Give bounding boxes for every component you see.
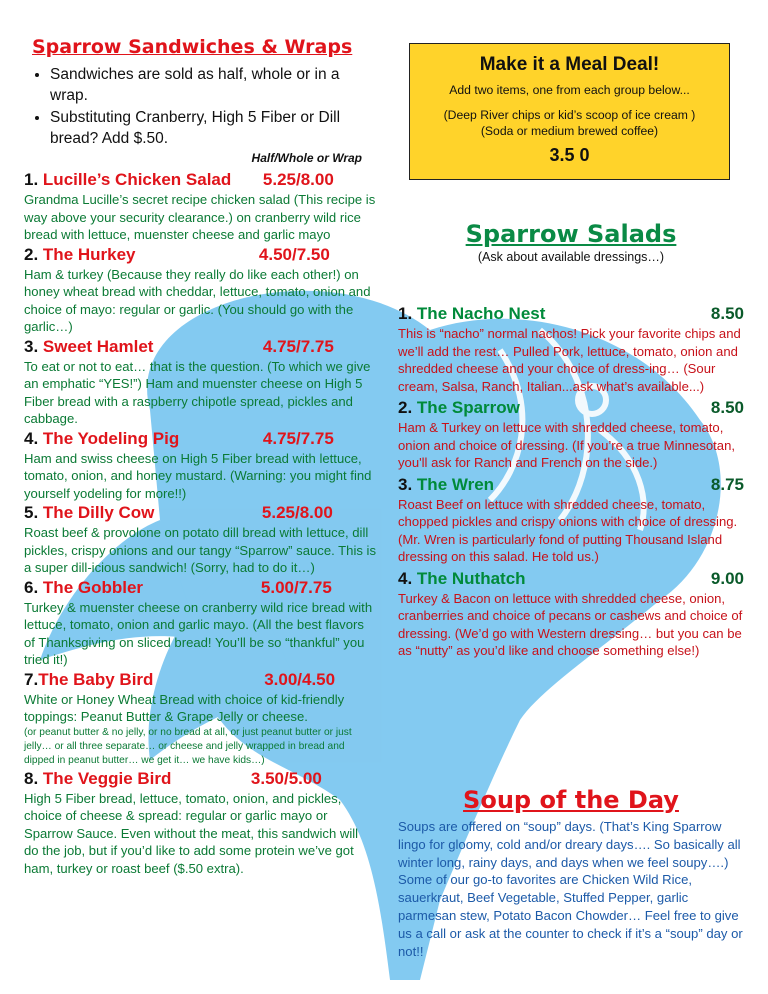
item-description: To eat or not to eat… that is the question. (To which we give an emphatic “YES!”) Ham and muenster cheese on High 5 Fiber bread with a raspberry chipotle spread, pickles and cabbage. bbox=[24, 358, 371, 426]
item-number: 2. bbox=[398, 398, 413, 417]
item-description: Roast Beef on lettuce with shredded cheese, tomato, chopped pickles and crispy onions with choice of dressing. (Mr. Wren is particularly fond of putting Thousand Island dressing on this salad. He told us.) bbox=[398, 496, 738, 564]
sandwich-item bbox=[24, 244, 376, 336]
meal-deal-title: Make it a Meal Deal! bbox=[479, 54, 660, 75]
item-name: The Veggie Bird bbox=[42, 768, 172, 788]
salads-title: Sparrow Salads bbox=[465, 220, 677, 248]
soup-section bbox=[398, 786, 744, 960]
sandwiches-title: Sparrow Sandwiches & Wraps bbox=[32, 36, 353, 58]
item-name: The Wren bbox=[416, 474, 495, 494]
item-price: 4.75/7.75 bbox=[262, 336, 334, 356]
item-name: The Nuthatch bbox=[416, 568, 526, 588]
item-price: 4.50/7.50 bbox=[258, 244, 330, 264]
item-description: Roast beef & provolone on potato dill bread with lettuce, dill pickles, crispy onions and our tangy “Sparrow” sauce. This is a super dill-icious sandwich! (Sorry, had to do it…) bbox=[24, 525, 376, 575]
note-item: • Sandwiches are sold as half, whole or in a wrap. bbox=[50, 64, 376, 106]
item-description: Ham and swiss cheese on High 5 Fiber bread with lettuce, tomato, onion, and honey mustard. (Warning: you might find yourself yodeling for more!!) bbox=[24, 450, 372, 501]
item-description: Grandma Lucille’s secret recipe chicken salad (This recipe is way above your security clearance.) on cranberry wild rice bread with lettuce, muenster cheese and garlic mayo bbox=[24, 192, 376, 242]
sandwich-item bbox=[24, 169, 376, 244]
sandwich-notes bbox=[24, 64, 376, 149]
item-number: 5. bbox=[24, 503, 39, 522]
sandwich-item bbox=[24, 502, 376, 577]
item-description: Ham & turkey (Because they really do like each other!) on honey wheat bread with cheddar, lettuce, tomato, onion and choice of mayo: regular or garlic. (You should go with the garlic…) bbox=[24, 266, 371, 334]
item-name: The Dilly Cow bbox=[42, 503, 155, 522]
sandwich-item bbox=[24, 669, 376, 768]
note-item: • Substituting Cranberry, High 5 Fiber or Dill bread? Add $.50. bbox=[50, 107, 376, 149]
item-price: 4.75/7.75 bbox=[262, 428, 334, 448]
item-number: 4. bbox=[398, 568, 413, 588]
salad-item bbox=[398, 397, 744, 472]
item-price: 5.00/7.75 bbox=[260, 577, 332, 597]
item-price: 8.50 bbox=[710, 398, 744, 417]
item-number: 1. bbox=[398, 304, 413, 323]
item-number: 7. bbox=[24, 669, 39, 689]
item-name: Sweet Hamlet bbox=[42, 336, 154, 356]
soup-description: Soups are offered on “soup” days. (That’s King Sparrow lingo for gloomy, cold and/or dreary days…. So basically all winter long, rainy days, and days when we feel soupy….) Some of our go-to favorites are Chicken Wild Rice, sauerkraut, Beef Vegetable, Stuffed Pepper, garlic parmesan stew, Potato Bacon Chowder… Feel free to give us a call or ask at the counter to check if it’s a “soup” day or not!! bbox=[398, 819, 743, 959]
item-number: 8. bbox=[24, 768, 39, 788]
item-price: 5.25/8.00 bbox=[261, 503, 333, 522]
item-description: White or Honey Wheat Bread with choice of kid-friendly toppings: Peanut Butter & Grape Jelly or cheese. bbox=[24, 691, 345, 724]
item-number: 4. bbox=[24, 428, 39, 448]
salad-item bbox=[398, 303, 744, 395]
item-price: 5.25/8.00 bbox=[262, 170, 334, 189]
item-price: 8.50 bbox=[710, 304, 744, 323]
item-name: The Baby Bird bbox=[38, 669, 154, 689]
meal-deal-price: 3.5 0 bbox=[549, 145, 590, 165]
item-note: (or peanut butter & no jelly, or no bread at all, or just peanut butter or just jelly… or all three separate… or cheese and jelly wrapped in bread and dipped in peanut butter… we get it… we have kids…) bbox=[24, 726, 352, 766]
item-description: Turkey & Bacon on lettuce with shredded cheese, onion, cranberries and choice of pecans or cashews and choice of dressing. (We’d go with Western dressing… but you can be as “nutty” as you’d like and choose something else!) bbox=[398, 590, 743, 658]
item-name: The Sparrow bbox=[416, 398, 520, 417]
item-description: High 5 Fiber bread, lettuce, tomato, onion, and pickles, choice of cheese & spread: regular or garlic mayo or Sparrow Sauce. Even without the meat, this sandwich will do the job, but if you’d like to add some protein we’ve got ham, turkey or roast beef ($.50 extra). bbox=[24, 790, 359, 876]
sandwich-item bbox=[24, 768, 376, 878]
item-name: Lucille’s Chicken Salad bbox=[42, 170, 232, 189]
sandwich-item bbox=[24, 577, 376, 669]
item-price: 8.75 bbox=[710, 474, 744, 494]
soup-title: Soup of the Day bbox=[463, 786, 679, 814]
item-price: 9.00 bbox=[710, 568, 744, 588]
meal-deal-group-2: (Soda or medium brewed coffee) bbox=[480, 124, 659, 138]
item-price: 3.50/5.00 bbox=[250, 768, 322, 788]
salads-section bbox=[398, 220, 744, 264]
item-number: 3. bbox=[24, 336, 39, 356]
salads-subtitle: (Ask about available dressings…) bbox=[477, 250, 665, 264]
item-number: 1. bbox=[24, 170, 39, 189]
sandwich-item bbox=[24, 336, 376, 428]
meal-deal-instructions: Add two items, one from each group below... bbox=[449, 83, 690, 97]
salad-item bbox=[398, 474, 744, 566]
item-description: This is “nacho” normal nachos! Pick your favorite chips and we’ll add the rest… Pulled Pork, lettuce, tomato, onion and shredded cheese and your choice of dress-ing… (Sour cream, Salsa, Ranch, Italian...ask what’s available...) bbox=[398, 326, 741, 394]
salads-list bbox=[398, 303, 744, 660]
item-number: 3. bbox=[398, 474, 413, 494]
item-name: The Gobbler bbox=[42, 577, 144, 597]
sandwiches-section bbox=[24, 36, 376, 877]
meal-deal-group-1: (Deep River chips or kid’s scoop of ice cream ) bbox=[443, 108, 696, 122]
item-name: The Nacho Nest bbox=[416, 304, 546, 323]
meal-deal-box bbox=[409, 43, 730, 180]
size-header: Half/Whole or Wrap bbox=[251, 151, 362, 165]
item-description: Turkey & muenster cheese on cranberry wild rice bread with lettuce, tomato, onion and garlic mayo. (All the best flavors of Thanksgiving on sliced bread! You’ll be so “thankful” you tried it!) bbox=[24, 599, 373, 667]
item-number: 6. bbox=[24, 577, 39, 597]
item-description: Ham & Turkey on lettuce with shredded cheese, tomato, onion and choice of dressing. (If you’re a true Minnesotan, you'll ask for Ranch and French on the side.) bbox=[398, 420, 735, 470]
salad-item bbox=[398, 568, 744, 660]
item-number: 2. bbox=[24, 244, 39, 264]
item-name: The Hurkey bbox=[42, 244, 136, 264]
item-name: The Yodeling Pig bbox=[42, 428, 180, 448]
sandwich-item bbox=[24, 428, 376, 503]
item-price: 3.00/4.50 bbox=[264, 669, 336, 689]
